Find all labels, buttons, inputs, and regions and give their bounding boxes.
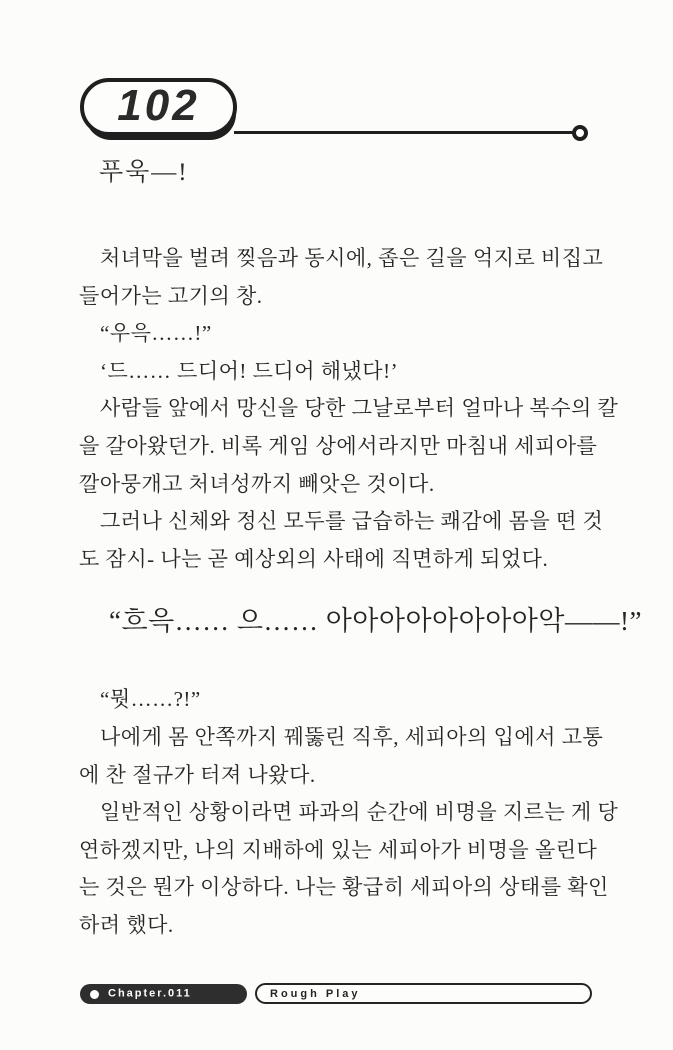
text-line: ‘드…… 드디어! 드디어 해냈다!’ [100,358,399,383]
text-line: 연하겠지만, 나의 지배하에 있는 세피아가 비명을 올린다 [79,837,598,862]
page-number: 102 [117,81,200,130]
sfx-heading: 푸욱—! [99,159,189,186]
header-rule-line [234,131,575,134]
text-line: 사람들 앞에서 망신을 당한 그날로부터 얼마나 복수의 칼 [100,396,619,421]
text-line: 는 것은 뭔가 이상하다. 나는 황급히 세피아의 상태를 확인 [79,875,609,900]
chapter-badge [80,984,247,1004]
book-title-label: Rough Play [270,987,361,1000]
body-text [79,240,642,945]
text-line: 나에게 몸 안쪽까지 꿰뚫린 직후, 세피아의 입에서 고통 [100,724,604,749]
text-line: 도 잠시- 나는 곧 예상외의 사태에 직면하게 되었다. [79,546,549,571]
book-title-badge [255,983,592,1004]
text-line: 을 갈아왔던가. 비록 게임 상에서라지만 마침내 세피아를 [79,433,598,458]
text-line: 에 찬 절규가 터져 나왔다. [79,762,316,787]
text-line: “우윽……!” [100,321,212,346]
text-line: 그러나 신체와 정신 모두를 급습하는 쾌감에 몸을 떤 것 [100,509,604,534]
text-line: 깔아뭉개고 처녀성까지 빼앗은 것이다. [79,471,435,496]
text-line: 일반적인 상황이라면 파과의 순간에 비명을 지르는 게 당 [100,800,619,825]
scream-line: “흐윽…… 으…… 아아아아아아아아악——!” [109,606,642,637]
page-number-badge [80,78,237,136]
text-line: 들어가는 고기의 창. [79,283,263,308]
text-line: 하려 했다. [79,912,174,937]
text-line: “뭣……?!” [100,687,201,712]
text-line: 처녀막을 벌려 찢음과 동시에, 좁은 길을 억지로 비집고 [100,246,604,270]
bullet-dot-icon [90,990,99,999]
chapter-label: Chapter.011 [108,987,192,1000]
ring-end-icon [572,125,588,141]
